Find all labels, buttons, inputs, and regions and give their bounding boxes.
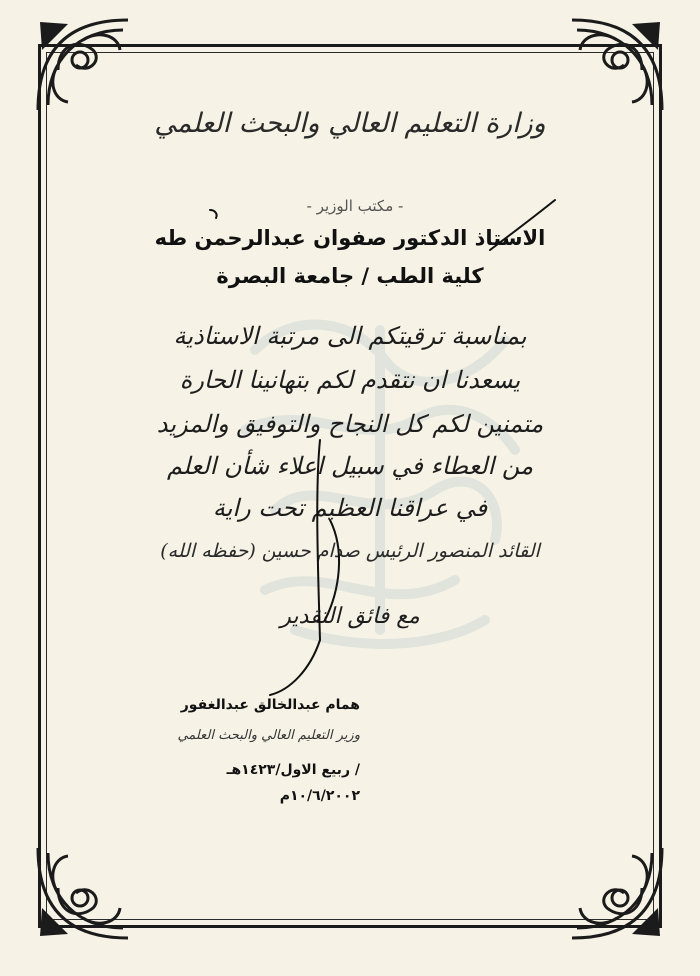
body-line: بمناسبة ترقيتكم الى مرتبة الاستاذية (173, 322, 527, 350)
closing-regards: مع فائق التقدير (280, 604, 420, 629)
body-line: من العطاء في سبيل اعلاء شأن العلم (166, 452, 534, 480)
date-hijri: / ربيع الاول/١٤٢٣هـ (226, 762, 360, 778)
corner-ornament-bottom-right (562, 838, 672, 948)
corner-ornament-top-left (28, 10, 138, 120)
addressee-name: الاستاذ الدكتور صفوان عبدالرحمن طه (154, 226, 546, 250)
handwritten-signature (170, 190, 590, 710)
signer-title: وزير التعليم العالي والبحث العلمي (177, 728, 360, 743)
date-gregorian: ١٠/٦/٢٠٠٢م (279, 788, 360, 804)
leader-line: القائد المنصور الرئيس صدام حسين (حفظه الله) (160, 540, 540, 562)
college-affiliation: كلية الطب / جامعة البصرة (216, 264, 484, 288)
signer-name: همام عبدالخالق عبدالغفور (180, 697, 360, 713)
corner-ornament-bottom-left (28, 838, 138, 948)
body-line: يسعدنا ان نتقدم لكم بتهانينا الحارة (179, 366, 521, 394)
ministry-header: وزارة التعليم العالي والبحث العلمي (154, 108, 546, 139)
body-line: متمنين لكم كل النجاح والتوفيق والمزيد (156, 410, 544, 438)
corner-ornament-top-right (562, 10, 672, 120)
body-line: في عراقنا العظيم تحت راية (212, 494, 488, 522)
office-label: - مكتب الوزير - (306, 197, 404, 215)
